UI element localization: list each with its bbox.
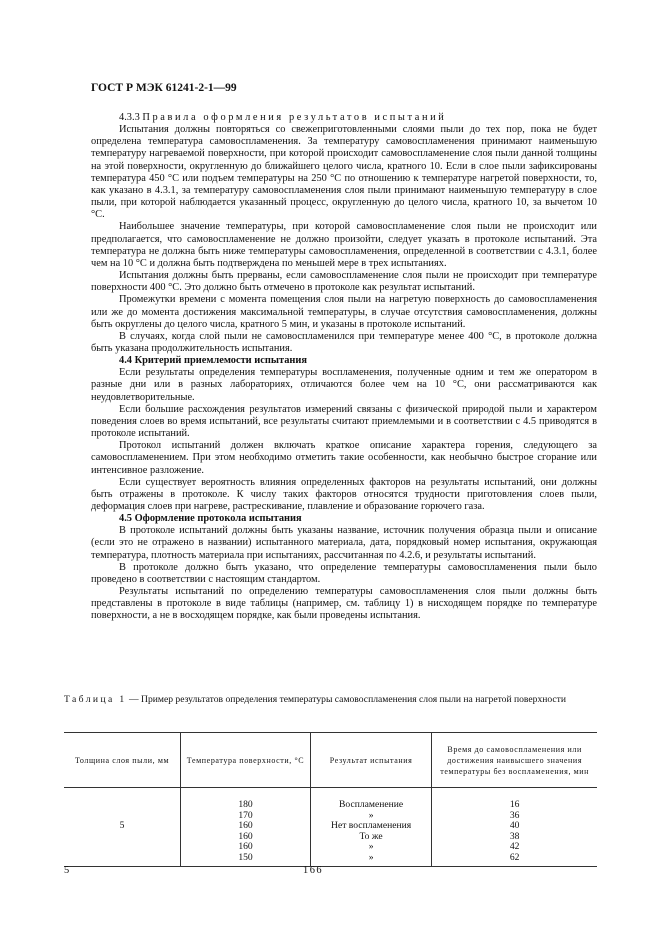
temperature-value: 160 bbox=[238, 820, 253, 832]
paragraph: Промежутки времени с момента помещения слоя пыли на нагретую поверхность до самовоспламенения или же до момента достижения максимальной температуры, в случае отсутствия самовоспламенения, должны быть округлены до целого числа, кратного 5 мин, и указаны в протоколе испытаний. bbox=[91, 294, 597, 330]
result-value: Нет воспламенения bbox=[331, 820, 412, 832]
section-heading-4-4: 4.4 Критерий приемлемости испытания bbox=[119, 355, 307, 367]
table-caption bbox=[64, 694, 597, 706]
header-thickness: Толщина слоя пыли, мм bbox=[64, 733, 181, 788]
temperature-value: 180 bbox=[238, 799, 253, 810]
time-value: 36 bbox=[509, 809, 520, 821]
cell-temperatures bbox=[181, 788, 311, 867]
time-value: 40 bbox=[509, 820, 520, 832]
paragraph: Если результаты определения температуры воспламенения, полученные одним и тем же оператором в разные дни или в разных лабораториях, отличаются более чем на 10 °С, они рассматриваются как неудовлетворительные. bbox=[91, 367, 597, 403]
header-test-result: Результат испытания bbox=[310, 733, 431, 788]
paragraph: Испытания должны быть прерваны, если самовоспламенение слоя пыли не происходит при температуре поверхности 400 °С. Это должно быть отмечено в протоколе как результат испытаний. bbox=[91, 270, 597, 294]
paragraph: В протоколе должно быть указано, что определение температуры самовоспламенения пыли было проведено в соответствии с настоящим стандартом. bbox=[91, 561, 597, 585]
table-caption-text: — Пример результатов определения температуры самовоспламенения слоя пыли на нагретой поверхности bbox=[126, 694, 566, 705]
result-value: То же bbox=[359, 830, 383, 842]
paragraph: Если большие расхождения результатов измерений связаны с физической природой пыли и характером поведения слоев во время испытаний, все результаты считают приемлемыми и в соответствии с 4.5 приводятся в протоколе испытаний. bbox=[91, 403, 597, 440]
header-time: Время до самовоспламенения или достижения наивысшего значения температуры без воспламенения, мин bbox=[432, 733, 597, 788]
document-header: ГОСТ Р МЭК 61241-2-1—99 bbox=[91, 82, 237, 94]
time-value: 38 bbox=[509, 830, 520, 842]
temperature-value: 150 bbox=[238, 851, 253, 863]
results-table bbox=[64, 732, 597, 867]
table-row bbox=[64, 788, 597, 867]
page-number-collection: 166 bbox=[303, 865, 324, 876]
table-header-row bbox=[64, 733, 597, 788]
header-surface-temperature: Температура поверхности, °С bbox=[181, 733, 311, 788]
result-value: » bbox=[368, 809, 374, 821]
temperature-value: 170 bbox=[238, 809, 253, 821]
result-value: » bbox=[368, 841, 374, 853]
time-value: 42 bbox=[509, 841, 520, 853]
paragraph: Результаты испытаний по определению температуры самовоспламенения слоя пыли должны быть представлены в протоколе в виде таблицы (например, см. таблицу 1) в нисходящем порядке по температуре поверхности, а не в восходящем порядке, как были проведены испытания. bbox=[91, 586, 597, 622]
result-value: Воспламенение bbox=[339, 799, 404, 810]
page-number: 5 bbox=[64, 865, 70, 876]
paragraph: Протокол испытаний должен включать краткое описание характера горения, следующего за самовоспламенением. При этом необходимо отметить такие особенности, как необычно быстрое сгорание или интенсивное разложение. bbox=[91, 440, 597, 476]
time-value: 62 bbox=[509, 851, 520, 863]
section-heading-4-3-3 bbox=[91, 112, 597, 124]
temperature-value: 160 bbox=[238, 841, 253, 853]
paragraph: Испытания должны повторяться со свежеприготовленными слоями пыли до тех пор, пока не будет определена температура самовоспламенения. За температуру самовоспламенения принимают наименьшую температуру нагреваемой поверхности, при которой происходит самовоспламенение слоя пыли данной толщины на этой поверхности, округленную до ближайшего целого числа, кратного 10. Если в слое пыли зафиксированы температура 450 °С или подъем температуры на 250 °С по отношению к температуре нагретой поверхности, то, как указано в 4.3.1, за температуру самовоспламенения слоя пыли принимают наименьшую температуру в слое пыли, при которой наблюдается указанный процесс, округленную до целого числа, кратного 10, за вычетом 10 °С. bbox=[91, 124, 597, 221]
cell-results bbox=[310, 788, 431, 867]
section-heading-4-5: 4.5 Оформление протокола испытания bbox=[119, 513, 302, 525]
paragraph: В случаях, когда слой пыли не самовоспламенился при температуре менее 400 °С, в протоколе должна быть указана продолжительность испытания. bbox=[91, 330, 597, 354]
paragraph: В протоколе испытаний должны быть указаны название, источник получения образца пыли и описание (если это не отражено в названии) испытанного материала, дата, порядковый номер испытания, окружающая температура, плотность материала при испытаниях, рассчитанная по 4.2.6, и результаты испытаний. bbox=[91, 525, 597, 561]
paragraph: Если существует вероятность влияния определенных факторов на результаты испытаний, они должны быть отражены в протоколе. К числу таких факторов относятся трудности приготовления слоев пыли, деформация слоев при нагреве, растрескивание, плавление и образование горючего газа. bbox=[91, 476, 597, 512]
time-value: 16 bbox=[509, 799, 520, 810]
table-caption-label: Таблица 1 bbox=[64, 694, 127, 705]
section-number: 4.3.3 bbox=[119, 112, 140, 123]
temperature-value: 160 bbox=[238, 830, 253, 842]
section-title: Правила оформления результатов испытаний bbox=[142, 112, 447, 123]
body-text bbox=[91, 112, 597, 623]
cell-times bbox=[432, 788, 597, 867]
cell-thickness: 5 bbox=[64, 788, 181, 867]
paragraph: Наибольшее значение температуры, при которой самовоспламенение слоя пыли не происходит или предполагается, что самовоспламенение не должно произойти, следует указать в протоколе испытаний. Эта температура не должна быть ниже температуры самовоспламенения, определенной в соответствии с 4.3.1, более чем на 10 °С и должна быть подтверждена по меньшей мере в трех испытаниях. bbox=[91, 221, 597, 269]
result-value: » bbox=[368, 851, 374, 863]
